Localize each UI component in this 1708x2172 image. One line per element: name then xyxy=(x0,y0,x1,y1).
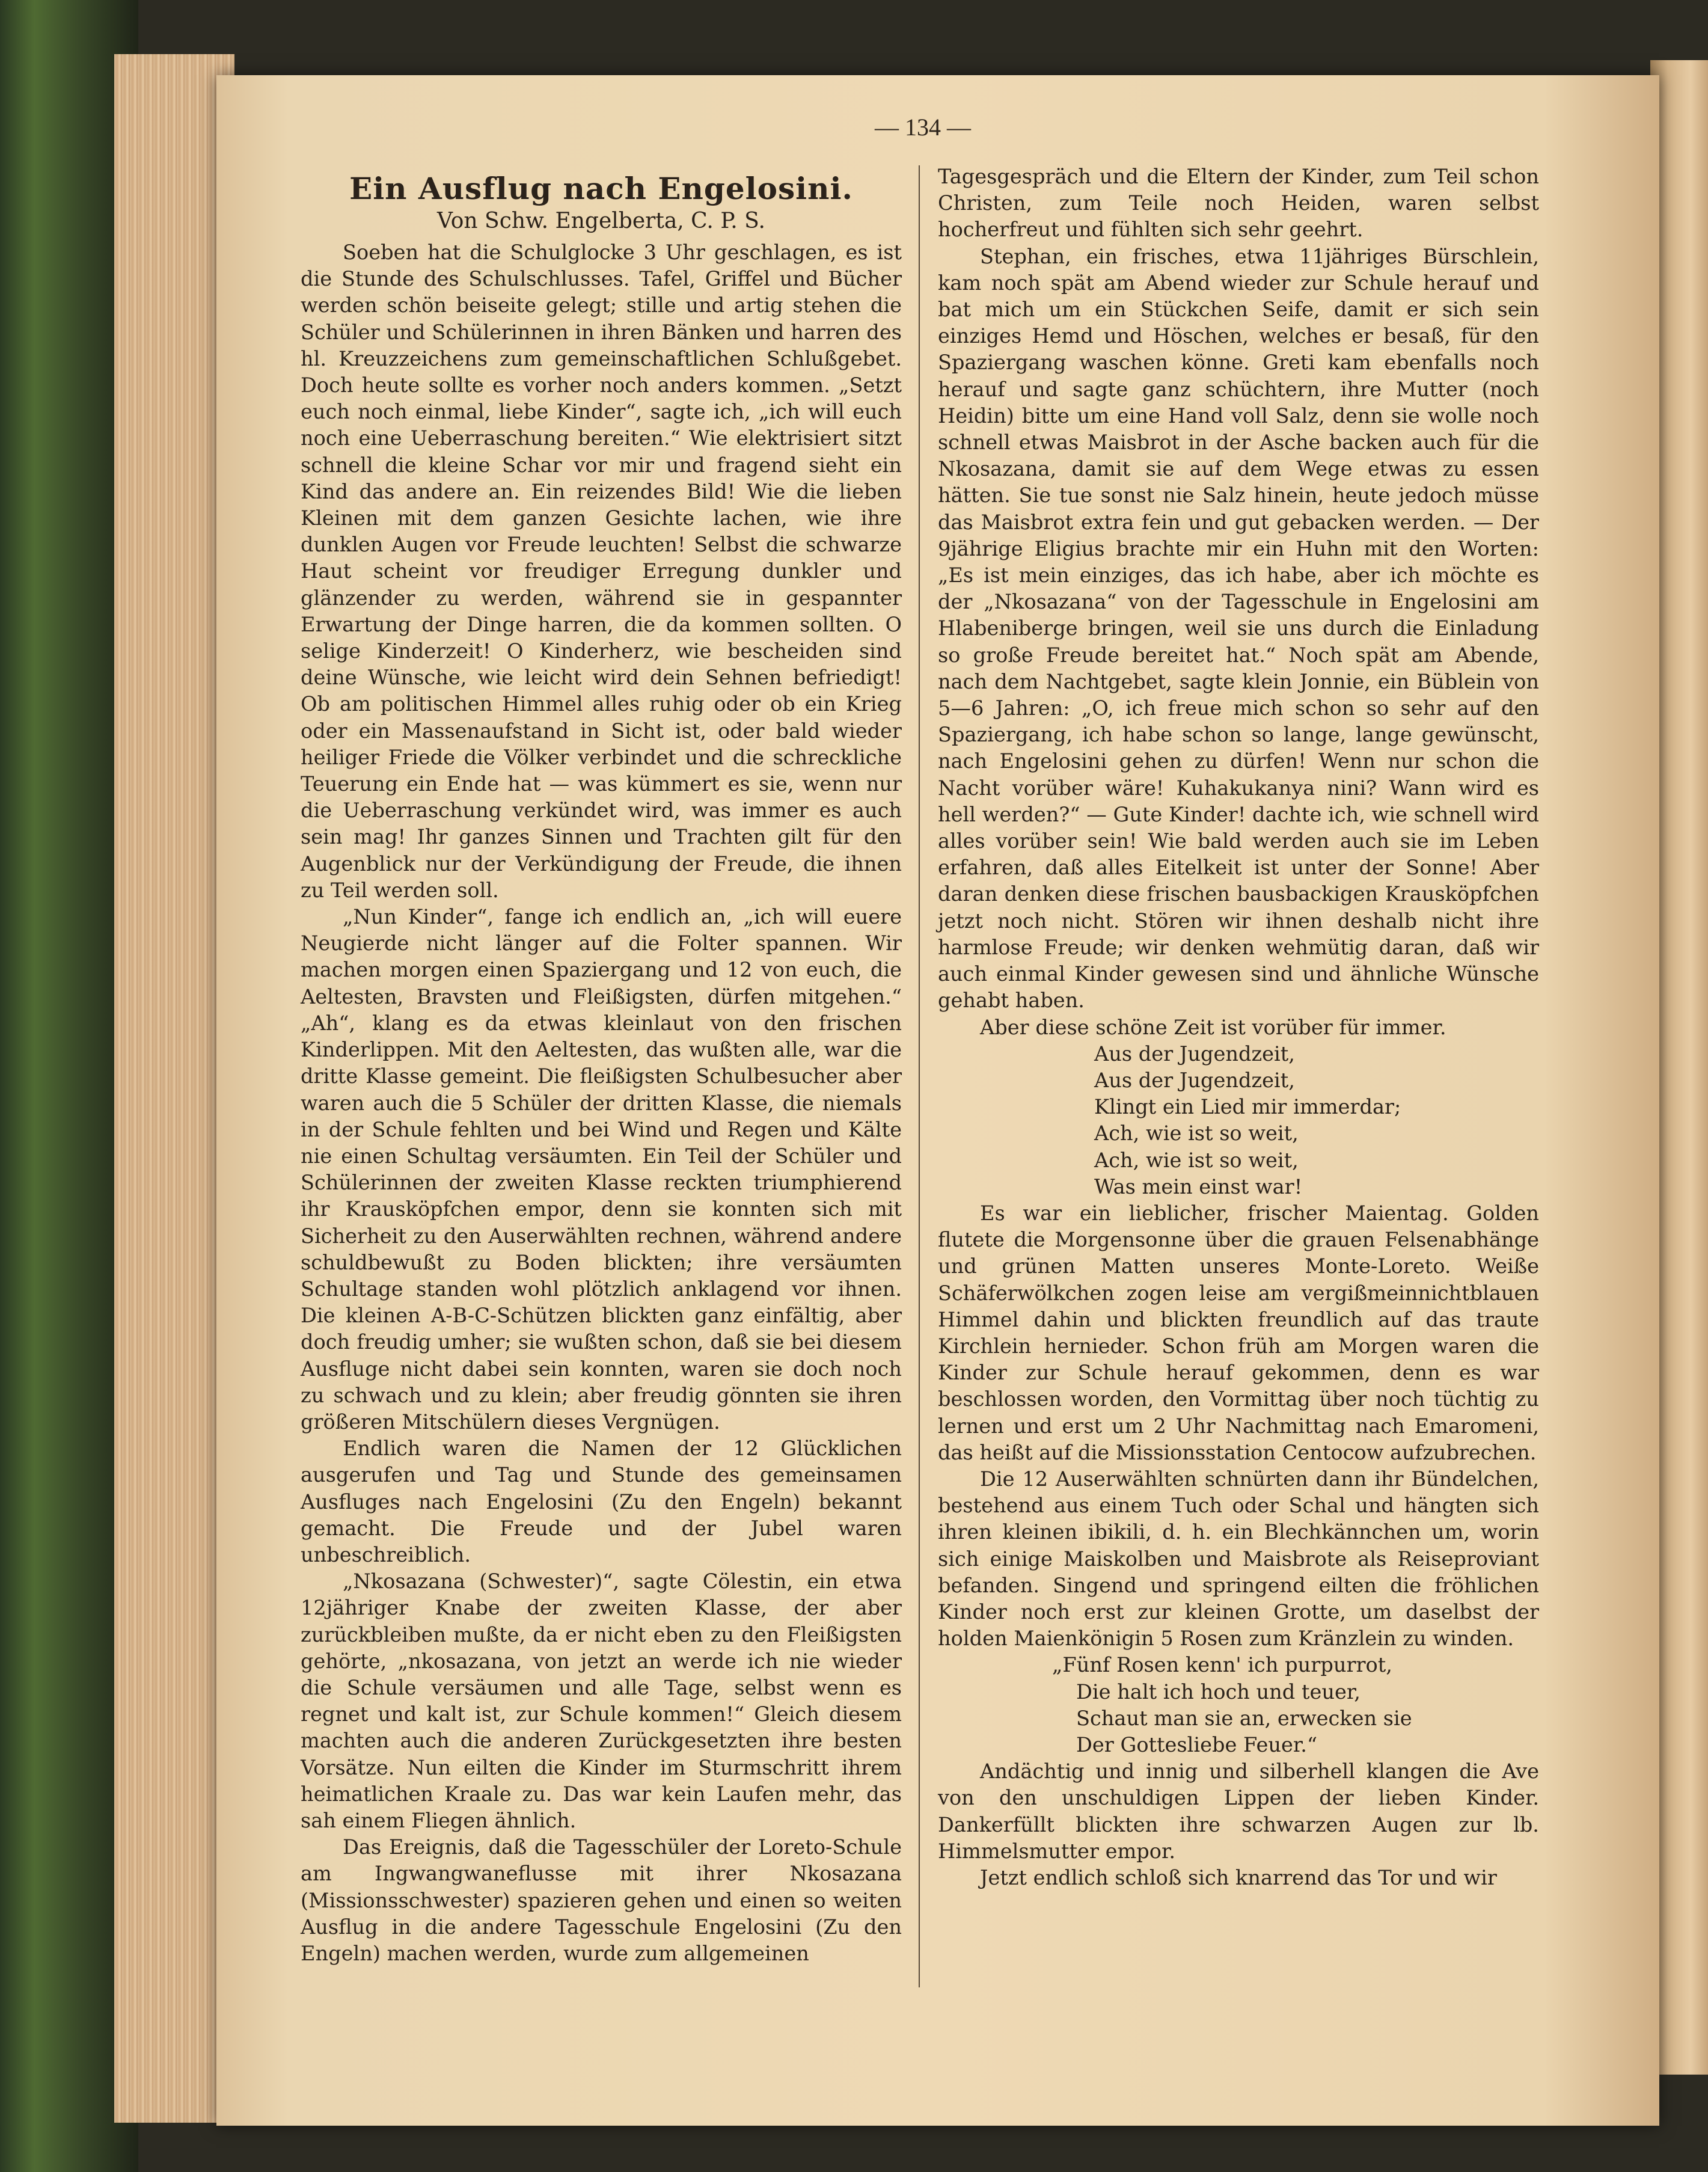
paragraph: Andächtig und innig und silberhell klangen die Ave von den unschuldigen Lippen der lieben Kinder. Dankerfüllt blickten ihre schwarzen Augen zur lb. Himmelsmutter empor. xyxy=(938,1759,1539,1863)
poem-rosen xyxy=(938,1652,1539,1758)
column-divider xyxy=(919,165,920,1987)
article-title: Ein Ausflug nach Engelosini. xyxy=(349,171,853,206)
poem-line: Die halt ich hoch und teuer, xyxy=(1076,1680,1361,1704)
paragraph: Jetzt endlich schloß sich knarrend das Tor und wir xyxy=(980,1866,1497,1889)
poem-line: Aus der Jugendzeit, xyxy=(1094,1068,1295,1092)
paragraph: Tagesgespräch und die Eltern der Kinder, zum Teil schon Christen, zum Teile noch Heiden, waren selbst hocherfreut und fühlten sich sehr geehrt. xyxy=(938,165,1539,242)
paragraph: Stephan, ein frisches, etwa 11jähriges Bürschlein, kam noch spät am Abend wieder zur Schule herauf und bat mich um ein Stückchen Seife, damit er sich sein einziges Hemd und Höschen, welches er besaß, für den Spaziergang waschen könne. Greti kam ebenfalls noch herauf und sagte ganz schüchtern, ihre Mutter (noch Heidin) bitte um eine Hand voll Salz, denn sie wolle noch schnell etwas Maisbrot in der Asche backen auch für die Nkosazana, damit sie auf dem Wege etwas zu essen hätten. Sie tue sonst nie Salz hinein, heute jedoch müsse das Maisbrot extra fein und gut gebacken werden. — Der 9jährige Eligius brachte mir ein Huhn mit den Worten: „Es ist mein einziges, das ich habe, aber ich möchte es der „Nkosazana“ von der Tagesschule in Engelosini am Hlabeniberge bringen, weil sie uns durch die Einladung so große Freude bereitet hat.“ Noch spät am Abende, nach dem Nachtgebet, sagte klein Jonnie, ein Büblein von 5—6 Jahren: „O, ich freue mich schon so sehr auf den Spaziergang, ich habe schon so lange, lange gewünscht, nach Engelosini gehen zu dürfen! Wenn nur schon die Nacht vorüber wäre! Kuhakukanya nini? Wann wird es hell werden?“ — Gute Kinder! dachte ich, wie schnell wird alles vorüber sein! Wie bald werden auch sie im Leben erfahren, daß alles Eitelkeit ist unter der Sonne! Aber daran denken diese frischen bausbackigen Krausköpfchen jetzt noch nicht. Stören wir ihnen deshalb nicht ihre harmlose Freude; wir denken wehmütig daran, daß wir auch einmal Kinder gewesen sind und ähnliche Wünsche gehabt haben. xyxy=(938,244,1539,1013)
paragraph: „Nun Kinder“, fange ich endlich an, „ich will euere Neugierde nicht länger auf die Folter spannen. Wir machen morgen einen Spaziergang und 12 von euch, die Aeltesten, Bravsten und Fleißigsten, dürfen mitgehen.“ „Ah“, klang es da etwas kleinlaut von den frischen Kinderlippen. Mit den Aeltesten, das wußten alle, war die dritte Klasse gemeint. Die fleißigsten Schulbesucher aber waren auch die 5 Schüler der dritten Klasse, die niemals in der Schule fehlten und bei Wind und Regen und Kälte nie einen Schultag versäumten. Ein Teil der Schüler und Schülerinnen der zweiten Klasse reckten triumphierend ihr Krausköpfchen empor, denn sie konnten sich mit Sicherheit zu den Auserwählten rechnen, während andere schuldbewußt zu Boden blickten; ihre versäumten Schultage standen wohl plötzlich anklagend vor ihnen. Die kleinen A-B-C-Schützen blickten ganz einfältig, aber doch freudig umher; sie wußten schon, daß sie bei diesem Ausfluge nicht dabei sein konnten, waren sie doch noch zu schwach und zu klein; aber freudig gönnten sie ihren größeren Mitschülern dieses Vergnügen. xyxy=(301,905,902,1434)
paragraph: Soeben hat die Schulglocke 3 Uhr geschlagen, es ist die Stunde des Schulschlusses. Tafel, Griffel und Bücher werden schön beiseite gelegt; stille und artig stehen die Schüler und Schülerinnen in ihren Bänken und harren des hl. Kreuzzeichens zum gemeinschaftlichen Schlußgebet. Doch heute sollte es vorher noch anders kommen. „Setzt euch noch einmal, liebe Kinder“, sagte ich, „ich will euch noch eine Ueberraschung bereiten.“ Wie elektrisiert sitzt schnell die kleine Schar vor mir und fragend sieht ein Kind das andere an. Ein reizendes Bild! Wie die lieben Kleinen mit dem ganzen Gesichte lachen, wie ihre dunklen Augen vor Freude leuchten! Selbst die schwarze Haut scheint vor freudiger Erregung dunkler und glänzender zu werden, während sie in gespannter Erwartung der Dinge harren, die da kommen sollten. O selige Kinderzeit! O Kinderherz, wie bescheiden sind deine Wünsche, wie leicht wird dein Sehnen befriedigt! Ob am politischen Himmel alles ruhig oder ob ein Krieg oder ein Massenaufstand in Sicht ist, oder bald wieder heiliger Friede die Völker verbindet und die schreckliche Teuerung ein Ende hat — was kümmert es sie, wenn nur die Ueberraschung verkündet wird, was immer es auch sein mag! Ihr ganzes Sinnen und Trachten gilt für den Augenblick nur der Verkündigung der Freude, die ihnen zu Teil werden soll. xyxy=(301,241,902,902)
poem-line: Aus der Jugendzeit, xyxy=(1094,1042,1295,1066)
paragraph: Das Ereignis, daß die Tagesschüler der Loreto-Schule am Ingwangwaneflusse mit ihrer Nkosazana (Missionsschwester) spazieren gehen und einen so weiten Ausflug in die andere Tagesschule Engelosini (Zu den Engeln) machen werden, wurde zum allgemeinen xyxy=(301,1835,902,1965)
poem-line: Was mein einst war! xyxy=(1094,1174,1303,1198)
paragraph: Es war ein lieblicher, frischer Maientag. Golden flutete die Morgensonne über die grauen Felsenabhänge und grünen Matten unseres Monte-Loreto. Weiße Schäferwölkchen zogen leise am vergißmeinnichtblauen Himmel dahin und blickten freundlich auf das traute Kirchlein hernieder. Schon früh am Morgen waren die Kinder zur Schule herauf gekommen, denn es war beschlossen worden, den Vormittag über noch tüchtig zu lernen und erst um 2 Uhr Nachmittag nach Emaromeni, das heißt auf die Missionsstation Centocow aufzubrechen. xyxy=(938,1201,1539,1464)
poem-line: Schaut man sie an, erwecken sie xyxy=(1076,1706,1412,1730)
page-number: — 134 — xyxy=(875,114,971,141)
right-column xyxy=(938,164,1539,1891)
poem-line: „Fünf Rosen kenn' ich purpurrot, xyxy=(1052,1653,1392,1677)
article-byline: Von Schw. Engelberta, C. P. S. xyxy=(437,209,765,233)
poem-line: Ach, wie ist so weit, xyxy=(1094,1148,1299,1172)
poem-line: Ach, wie ist so weit, xyxy=(1094,1121,1299,1146)
poem-jugendzeit xyxy=(938,1041,1539,1200)
poem-line: Klingt ein Lied mir immerdar; xyxy=(1094,1095,1401,1119)
paragraph: Aber diese schöne Zeit ist vorüber für immer. xyxy=(980,1015,1446,1039)
paragraph: Die 12 Auserwählten schnürten dann ihr Bündelchen, bestehend aus einem Tuch oder Schal und hängten sich ihren kleinen ibikili, d. h. ein Blechkännchen um, worin sich einige Maiskolben und Maisbrote als Reiseproviant befanden. Singend und springend eilten die fröhlichen Kinder noch erst zur kleinen Grotte, um daselbst der holden Maienkönigin 5 Rosen zum Kränzlein zu winden. xyxy=(938,1467,1539,1651)
poem-line: Der Gottesliebe Feuer.“ xyxy=(1076,1732,1318,1756)
paragraph: „Nkosazana (Schwester)“, sagte Cölestin, ein etwa 12jähriger Knabe der zweiten Klasse, der aber zurückbleiben mußte, da er nicht eben zu den Fleißigsten gehörte, „nkosazana, von jetzt an werde ich nie wieder die Schule versäumen und alle Tage, selbst wenn es regnet und kalt ist, zur Schule kommen!“ Gleich diesem machten auch die anderen Zurückgesetzten ihre besten Vorsätze. Nun eilten die Kinder im Sturmschritt ihrem heimatlichen Kraale zu. Das war kein Laufen mehr, das sah einem Fliegen ähnlich. xyxy=(301,1569,902,1832)
left-column xyxy=(301,164,902,1967)
paragraph: Endlich waren die Namen der 12 Glücklichen ausgerufen und Tag und Stunde des gemeinsamen Ausfluges nach Engelosini (Zu den Engeln) bekannt gemacht. Die Freude und der Jubel waren unbeschreiblich. xyxy=(301,1437,902,1566)
